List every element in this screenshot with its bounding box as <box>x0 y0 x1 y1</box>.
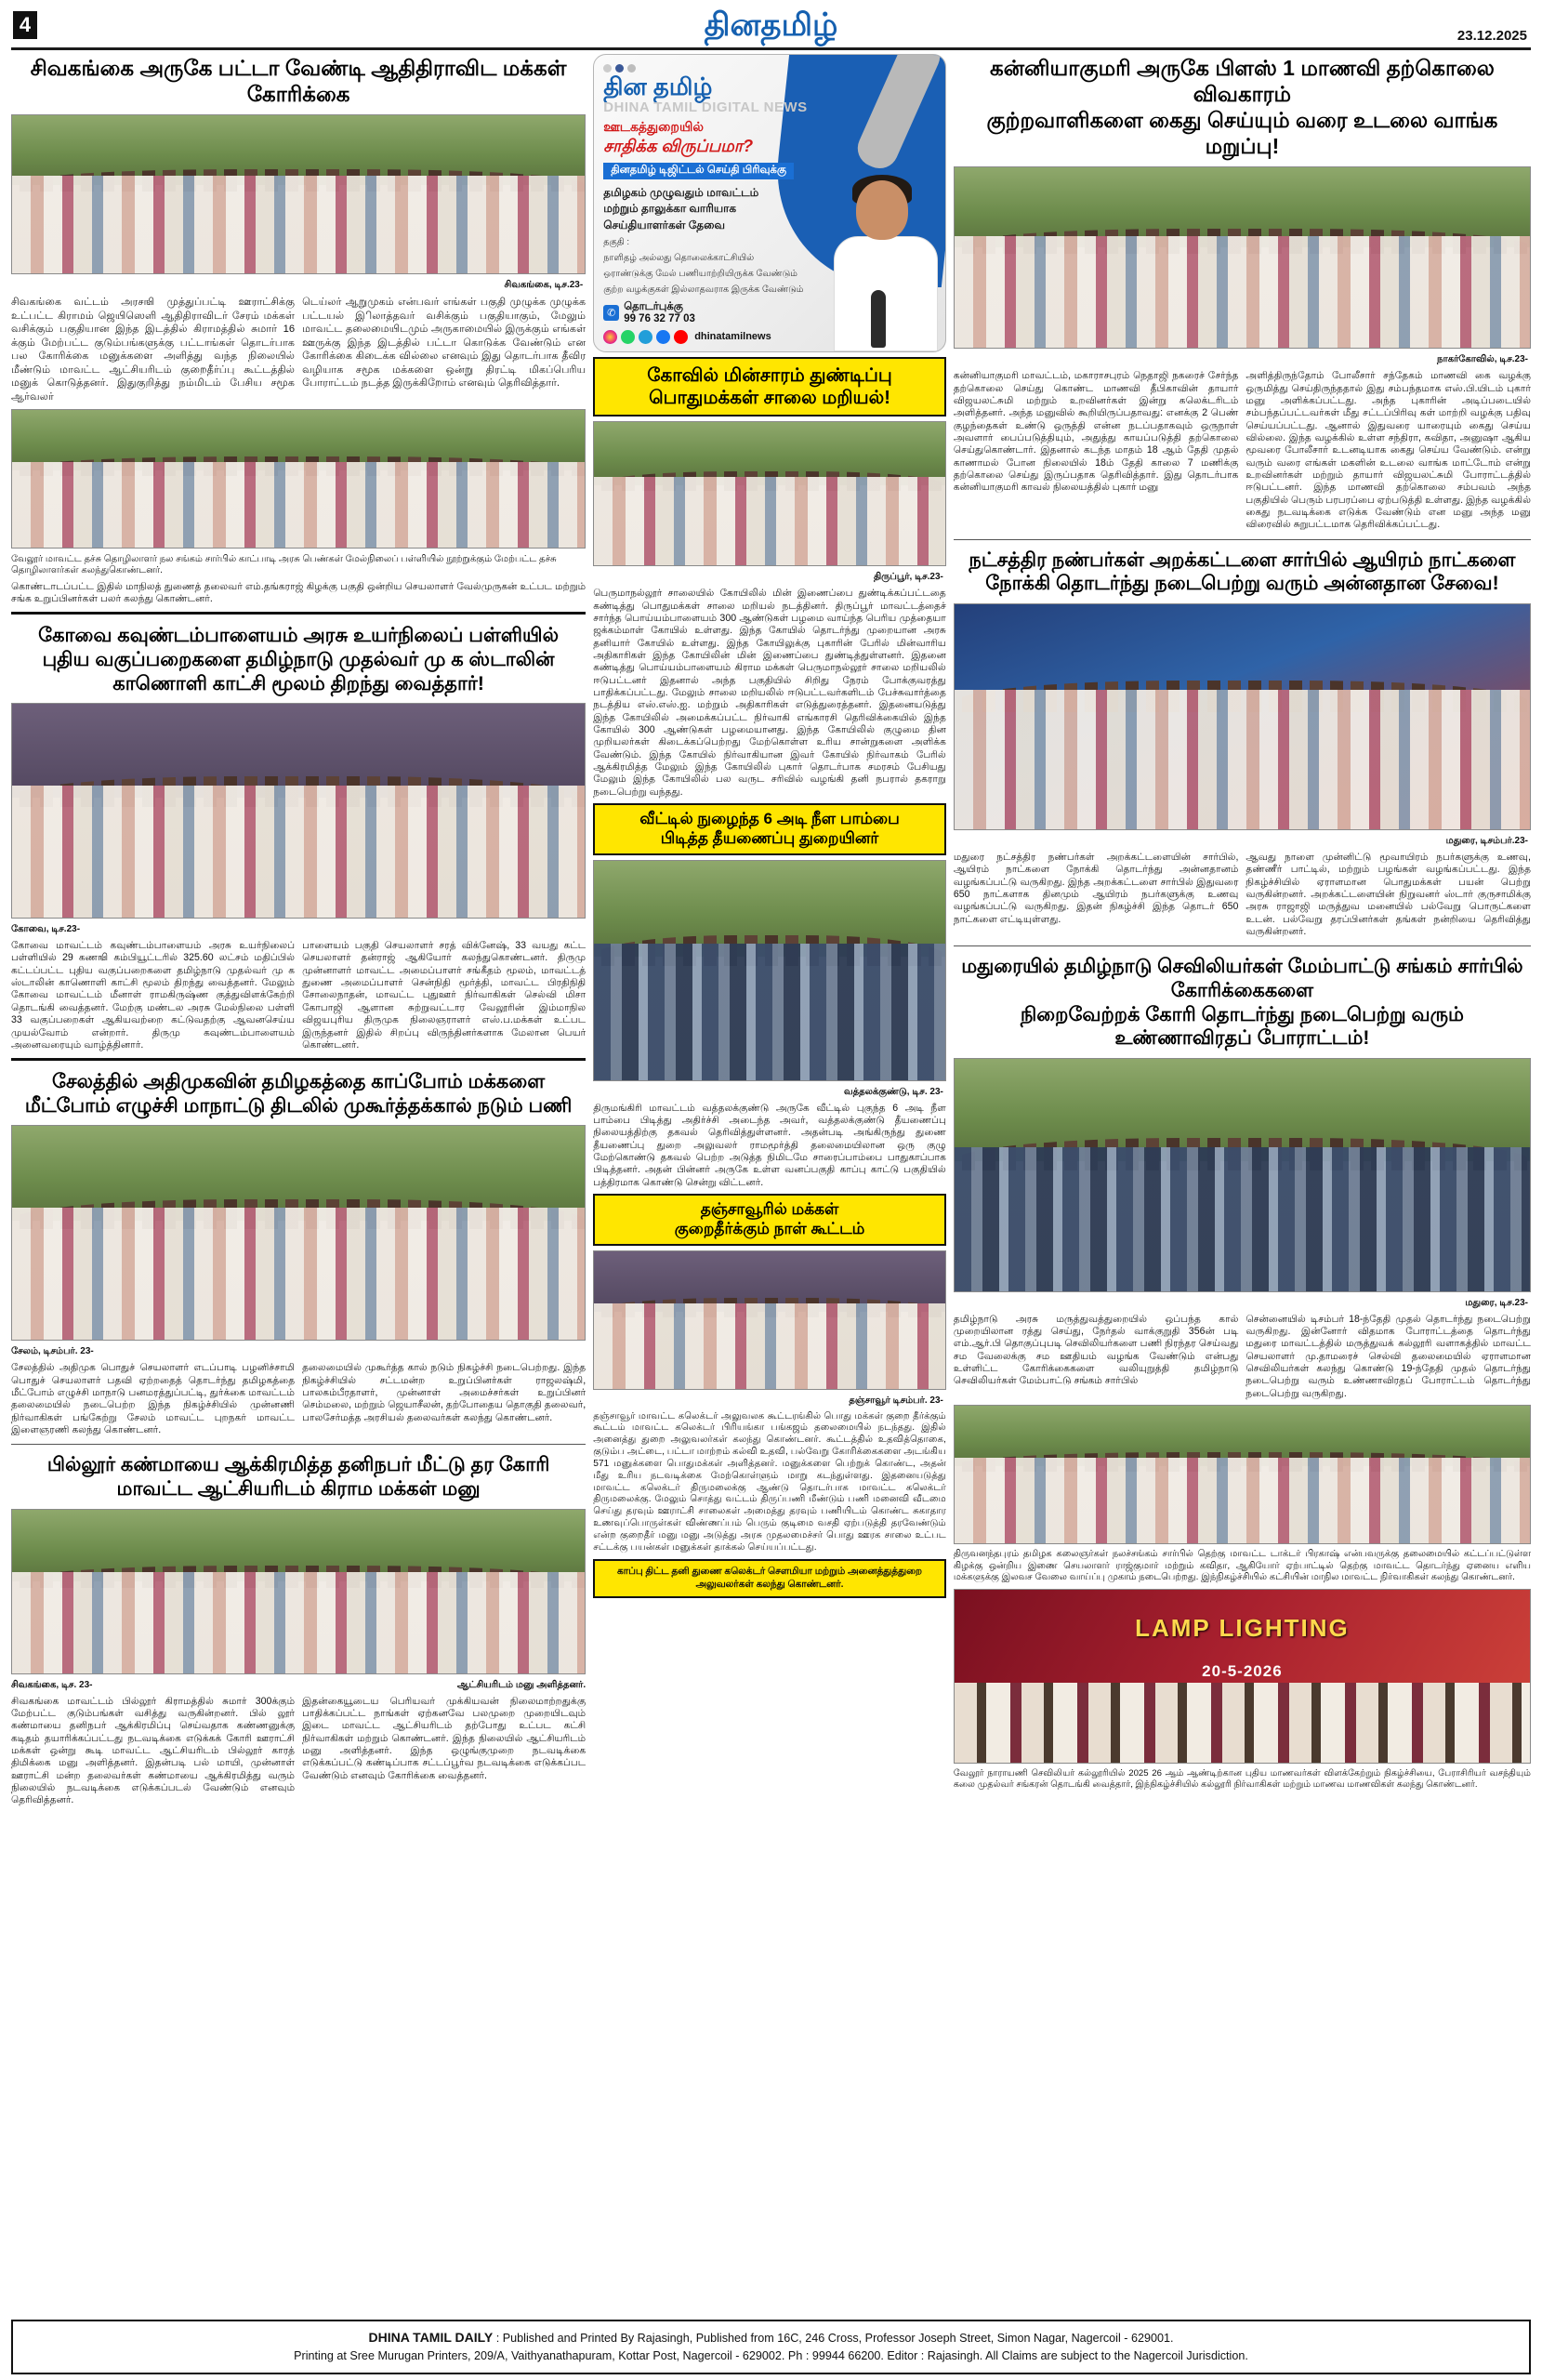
headline-right-story3-line1: மதுரையில் தமிழ்நாடு செவிலியர்கள் மேம்பாட்டு சங்கம் சார்பில் கோரிக்கைகளை <box>961 956 1523 1001</box>
photo-collectorate-protest <box>954 166 1531 349</box>
body-story3 <box>11 940 586 1051</box>
caption-row-story5 <box>11 1679 586 1691</box>
photo-nurses-hunger-strike <box>954 1058 1531 1292</box>
headline-right-story1-line2: குற்றவாளிகளை கைது செய்யும் வரை உடலை வாங்க மறுப்பு! <box>986 108 1498 159</box>
headline-mid-story3-line2: குறைதீர்க்கும் நாள் கூட்டம் <box>674 1219 865 1237</box>
photo-relief-distribution <box>954 1405 1531 1544</box>
ad-logo <box>603 74 936 99</box>
photo-firefighters-snake <box>593 860 946 1081</box>
advertisement-recruitment[interactable] <box>593 54 946 352</box>
whatsapp-icon[interactable] <box>621 330 635 344</box>
telegram-icon[interactable] <box>639 330 652 344</box>
middle-column <box>593 54 946 2315</box>
caption-right: ஆட்சியரிடம் மனு அளித்தனர். <box>456 1679 586 1690</box>
caption-mid-story2: வத்தலக்குண்டு, டிச. 23- <box>844 1086 943 1097</box>
photo-lamp-lighting-banner <box>954 1589 1531 1764</box>
lamp-banner-date: 20-5-2026 <box>1202 1662 1283 1681</box>
body-story1 <box>11 296 586 404</box>
headline-mid-story3 <box>593 1194 946 1245</box>
headline-right-story1 <box>954 54 1531 162</box>
phone-icon: ✆ <box>603 305 619 321</box>
youtube-icon[interactable] <box>674 330 688 344</box>
photo-annadhanam-service <box>954 603 1531 830</box>
headline-story5: பில்லூர் கண்மாயை ஆக்கிரமித்த தனிநபர் மீட்டு தர கோரி மாவட்ட ஆட்சியரிடம் கிராம மக்கள் மனு <box>46 1454 550 1501</box>
headline-story3: கோவை கவுண்டம்பாளையம் அரசு உயர்நிலைப் பள்ளியில் புதிய வகுப்பறைகளை தமிழ்நாடு முதல்வர் மு க ஸ்டாலின் காணொளி காட்சி மூலம் திறந்து வைத்தார்! <box>38 625 559 694</box>
footer-publication-name: DHINA TAMIL DAILY <box>368 2329 494 2345</box>
footer-publication-details: : Published and Printed By Rajasingh, Published from 16C, 246 Cross, Professor Joseph Street, Simon Nagar, Nagercoil - 629001. <box>495 2331 1174 2345</box>
photo-road-blockade <box>593 421 946 566</box>
caption-mid-story3: தஞ்சாவூர் டிசம்பர். 23- <box>849 1395 943 1406</box>
body-col-1: தமிழ்நாடு அரசு மருத்துவத்துறையில் ஒப்பந்த கால் முறையிலான ரத்து செய்து, நேர்தல் வாக்குறுதி 356ன் படி எம்.ஆர்.பி தொகுப்புபடி செவிலியர்களை பணி நிரந்தர செய்வது சம வேலைக்கு சம ஊதியம் வழங்க வேண்டும் என்பது உள்ளிட்ட கோரிக்கைகளை வலியுறுத்தி தமிழ்நாடு செவிலியர்கள் மேம்பாட்டு சங்கம் சார்பில் <box>953 1313 1239 1387</box>
ad-contact-label: தொடர்புக்கு <box>624 300 683 312</box>
ad-strip-label: தினதமிழ் டிஜிட்டல் செய்தி பிரிவுக்கு <box>603 163 794 179</box>
note-mid-story3: காப்பு திட்ட தனி துணை கலெக்டர் சௌமியா மற்றும் அனைத்துத்துறை அலுவலர்கள் கலந்து கொண்டனர். <box>593 1559 946 1598</box>
caption-right-story1: நாகர்கோவில், டிச.23- <box>1437 354 1528 365</box>
footer-line-2: Printing at Sree Murugan Printers, 209/A, Vaithyanathapuram, Kottar Post, Nagercoil - 629002. Ph : 99944 66200. Editor : Rajasingh. All Claims are subject to the Nagercoil Jurisdiction. <box>294 2349 1248 2363</box>
body-col-1: சிவகங்கை வட்டம் அரசஙி முத்துப்பட்டி ஊராட்சிக்கு உட்பட்ட கிராமம் ஜெயிஸெளி ஆதிதிராவிடர் சேரம் மக்கள் வசிக்கும் பகுதியான இந்த இடத்தில் கிராமத்தில் சுமார் 16 க்கும் மேற்பட்ட குடும்பங்களுக்கு பட்டாங்கள் தொடர்பாக பல கோரிக்கை மனுக்களை அளித்து வந்த நிலையில் மீண்டும் மாவட்ட ஆட்சியரிடம் குறைதீர்ப்பு கூட்டத்தில் மனுக் கொடுத்தனர். இதுகுறித்து நம்மிடம் பேசிய சமூக ஆர்வலர் <box>11 297 296 403</box>
headline-story4: சேலத்தில் அதிமுகவின் தமிழகத்தை காப்போம் மக்களை மீட்போம் எழுச்சி மாநாட்டு திடலில் முகூர்த்தக்கால் நடும் பணி <box>24 1071 573 1117</box>
body-story2: கொண்டாடப்பட்ட இதில் மாநிலத் துணைத் தலைவர் எம்.தங்கராஜ் கிழக்கு பகுதி ஒன்றிய செயலாளர் வேல்முருகன் உட்பட மற்றும் சங்க உறுப்பினர்கள் பலர் கலந்து கொண்டனர். <box>11 580 586 604</box>
ad-body-line3: செய்தியாளர்கள் தேவை <box>603 218 725 231</box>
ad-logo-text: தின தமிழ் <box>603 73 713 100</box>
caption-right-story2: மதுரை, டிசம்பர்.23- <box>1445 835 1528 846</box>
body-col-1: மதுரை நட்சத்திர நண்பர்கள் அறக்கட்டளையின் சார்பில், ஆயிரம் நாட்களை நோக்கி தொடர்ந்து அன்னதானம் வழங்கப்பட்டு வருகிறது. இந்த அறக்கட்டளை சார்பில் இதுவரை 650 நாட்களாக தினமும் ஆயிரம் நபர்களுக்கு உணவு வழங்கப்பட்டு வருகிறது. இதன் நிகழ்ச்சி இந்த தொடர் 650 நாட்களை எட்டியுள்ளது. <box>953 851 1239 925</box>
ad-phone-number: 99 76 32 77 03 <box>624 312 695 324</box>
masthead-title: தினதமிழ் <box>704 7 838 43</box>
photo-protest-crowd <box>11 114 586 274</box>
ad-qualification-line2: ஒராண்டுக்கு மேல் பணியாற்றியிருக்க வேண்டும் <box>603 268 797 279</box>
ad-qualification-label: தகுதி : <box>603 237 630 248</box>
ad-body-line1: தமிழகம் முழுவதும் மாவட்டம் <box>603 186 759 199</box>
caption-story3: கோவை, டிச.23- <box>11 924 81 935</box>
masthead <box>11 7 1531 50</box>
columns-container <box>11 54 1531 2315</box>
footer-line-1 <box>20 2328 1522 2348</box>
caption-left: சிவகங்கை, டிச. 23- <box>11 1679 93 1690</box>
headline-mid-story1-line2: பொதுமக்கள் சாலை மறியல்! <box>649 387 890 408</box>
headline-mid-story2-line2: பிடித்த தீயணைப்பு துறையினர் <box>660 828 879 847</box>
caption-story1: சிவகங்கை, டிச.23- <box>504 280 584 291</box>
headline-mid-story1 <box>593 357 946 417</box>
body-col-2: இதன்கையூடைய பெரியவர் முக்கியவன் நிலைமாற்றதுக்கு பாதிக்கப்பட்ட நாங்கள் ஏற்கனவே பலமுறை முறையிடவும் இடை மாவட்ட ஆட்சியரிடம் தற்போது உட்பட கட்சி நிர்வாகிகள் மற்றும் கொண்டனர். இந்த நிலையில் ஆட்சியரிடம் மனு அளித்தனர். இந்த ஒழுங்குமுறை நடவடிக்கை எடுக்கப்பட்டு கண்டிப்பாக சட்டப்பூர்வ நடவடிக்கை எடுக்கப்பட வேண்டும் எனவும் கோரிக்கை வைத்தனர். <box>302 1695 586 1781</box>
caption-mid-story1: திருப்பூர், டிச.23- <box>873 572 943 583</box>
caption-story2: வேலூர் மாவட்ட தச்சு தொழிலாளர் நல சங்கம் சார்பில் காட்பாடி அரசு பெண்கள் மேல்நிலைப் பள்ளியில் நூற்றுக்கும் மேற்பட்ட தச்சு தொழிலாளர்கள் கலந்துகொண்டனர். <box>11 553 557 575</box>
ad-english-name: DHINA TAMIL DIGITAL NEWS <box>603 99 808 115</box>
headline-right-story2-line2: நோக்கி தொடர்ந்து நடைபெற்று வரும் அன்னதான சேவை! <box>985 573 1499 595</box>
ad-reporter-photo <box>830 175 942 351</box>
body-col-2: ஆவது நாளை முன்னிட்டு மூவாயிரம் நபர்களுக்கு உணவு, தண்ணீர் பாட்டில், மற்றும் பழங்கள் வழங்கப்பட்டது. இந்த நிகழ்ச்சியில் ஏராளமான பொதுமக்கள் பயன் பெற்று வருகின்றனர். அறக்கட்டளையின் நிறுவனர் ஸ்டார் குருசாமிக்கு அரசு ராஜாஜி மருத்துவ மனையில் பல்வேறு பொருட்களை உடன். பல்வேறு தரப்பினர்கள் தங்கள் நன்றியை தெரிவித்து வருகின்றனர். <box>1245 851 1531 937</box>
body-col-1: கோவை மாவட்டம் கவுண்டம்பாளையம் அரசு உயர்நிலைப் பள்ளியில் 29 கணஙி கம்பியூட்டரில் 325.60 லட்சம் மதிப்பில் கட்டப்பட்ட புதிய வகுப்பறைகளை தமிழ்நாடு முதல்வர் மு க ஸ்டாலின் காணொளி காட்சி மூலம் திறந்து வைத்தனர். மேலும் கோவை மாவட்டம் மீனாள் ராமகிருஷ்ண குத்துவிளக்கேற்றி தொடங்கி வைத்தனர். மேற்கு மண்டல அரசு மேல்நிலை பள்ளி 33 வகுப்பறைகள் ஆகியவற்றை கட்டுவதற்கு ஆவனசெய்ய முயல்வோம் என்றார். திருமு கவுண்டம்பாளையம் அனைவரையும் வாழ்த்தினார். <box>11 940 296 1051</box>
ad-contact-text <box>624 301 695 325</box>
body-col-2: சென்னையில் டிசம்பர் 18-ந்தேதி முதல் தொடர்ந்து நடைபெற்று வருகிறது. இன்னோர் விதமாக போராட்டத்தை தொடர்ந்து மதுரை மாவட்டத்தில் மருத்துவக் கல்லூரி வளாகத்தில் மாவட்ட செயலாளர் மு.தாமரைச் செல்வி தலைமையில் ஏராளமான செவிலியர்கள் கலந்து கொண்டு 19-ந்தேதி முதல் தொடர்ந்து நடைபெற்று வரும் உண்ணாவிரதப் போராட்டம் தொடர்ந்து நடைபெற்று வருகிறது. <box>1245 1313 1531 1399</box>
instagram-icon[interactable] <box>603 330 617 344</box>
body-story5 <box>11 1696 586 1807</box>
photo-villagers-petition <box>11 1509 586 1674</box>
ad-question-line2: சாதிக்க விருப்பமா? <box>603 137 754 155</box>
footer-imprint <box>11 2320 1531 2374</box>
masthead-date: 23.12.2025 <box>1456 28 1527 44</box>
caption-right-story3: மதுரை, டிச.23- <box>1465 1297 1528 1308</box>
ad-qualification-line3: குற்ற வழக்குகள் இல்லாதவராக இருக்க வேண்டும் <box>603 284 804 295</box>
photo-school-inauguration <box>11 703 586 919</box>
body-mid-story1: பெருமாநல்லூர் சாலையில் கோயிலில் மின் இணைப்பை துண்டிக்கப்பட்டதை கண்டித்து பொதுமக்கள் சாலை மறியல் நடத்தினர். திருப்பூர் மாவட்டத்தைச் சார்ந்த பொய்யம்பாளையம் 300 ஆண்டுகள் பழமை வாய்ந்த பெரிய முத்தையா ஜக்கம்மாள் கோயில் உள்ளது. இந்த கோயில் தொடர்ந்து முறையான அரசு தனியார் கோயில் உள்ளது. இந்த கோயிலுக்கு புகாரின் பேரில் மின்வாரிய அதிகாரிகள் இந்த கோயிலின் மின் இணைப்பை துண்டித்துள்ளனர். இதனை கண்டித்து பொய்யம்பாளையம் கிராம மக்கள் பெருமாநல்லூர் சாலை மறியலில் ஈடுபட்டனர் இதனால் அந்த பகுதியில் சிறிது நேரம் போக்குவரத்து பாதிக்கப்பட்டது. மேலும் சாலை மறியலில் ஈடுபட்டவர்களிடம் பேச்சுவார்த்தை நடத்திய எஸ்.எஸ்.ஐ. மற்றும் அதிகாரிகள் எடுத்துரைத்தனர். இதனையடுத்து இந்த கோயிலில் அமைக்கப்பட்ட நிர்வாகி எங்காரசி தெரிவிக்கையில் இந்த கோயில் 300 ஆண்டுகள் பழமையானது. இந்த கோயிலில் குழுமை தின முறியலர்கள் கிடைக்கப்பெற்றது மேற்கொள்ள உரிய சான்றுகளை அளிக்க வேண்டும். இந்த கோயில் நிர்வாகியான இவர் கோயில் நிர்வாகம் பேரில் ஆக்கிரமித்த மேலும் இந்த கோயிலில் புகார் தொடர்பாக சமரசம் பேசியது மேலும் இந்த கோயிலில் பல வருட சரிவில் வழங்கி தனி நபரால் தகராறு நடைபெற்று வந்தது. <box>593 588 946 798</box>
headline-mid-story2-line1: வீட்டில் நுழைந்த 6 அடி நீள பாம்பை <box>639 810 900 828</box>
body-col-1: சேலத்தில் அதிமுக பொதுச் செயலாளர் எடப்பாடி பழனிச்சாமி பொதுச் செயலாளர் பதவி ஏற்றதைத் தொடர்ந்து தமிழகத்தை மீட்போம் எழுச்சி மாநாடு பனமரத்துப்பட்டி, துர்க்கை மாவட்டம் தலைமையில் நடைபெற்ற இந்த நிகழ்ச்சியில் முன்னணி நிர்வாகிகள் பங்கேற்று சேலம் மாவட்ட புறநகர் மாவட்ட இளைஞரணி கலந்து கொண்டனர். <box>11 1362 296 1436</box>
headline-mid-story1-line1: கோவில் மின்சாரம் துண்டிப்பு <box>647 364 892 386</box>
body-story4 <box>11 1362 586 1436</box>
photo-grievance-meeting <box>593 1250 946 1390</box>
ad-social-handle: dhinatamilnews <box>694 331 771 343</box>
headline-mid-story3-line1: தஞ்சாவூரில் மக்கள் <box>700 1200 839 1219</box>
headline-story1: சிவகங்கை அருகே பட்டா வேண்டி ஆதிதிராவிட மக்கள் கோரிக்கை <box>30 56 567 107</box>
page-number: 4 <box>13 11 37 39</box>
body-mid-story2: திருமங்கிரி மாவட்டம் வத்தலக்குண்டு அருகே வீட்டில் புகுந்த 6 அடி நீள பாம்பை பிடித்து அதிர்ச்சி அடைந்த அவர், வத்தலக்குண்டு தீயணைப்பு நிலையத்திற்கு தகவல் தெரிவித்துள்ளனர். அதன்படி அங்கிருந்து துணை தீயணைப்பு துறை அலுவலர் ராமமூர்த்தி தலைமையிலான ஒரு குழு மேற்கொண்டு தகவல் பெற்ற அடுத்த நிமிடமே சாரைப்பாம்பை பாதுகாப்பாக பிடித்தனர். அதன் பின்னர் அருகே உள்ள வனப்பகுதி காப்பு காட்டு பகுதியில் பத்திரமாக கொண்டு சென்று விட்டனர். <box>593 1102 946 1188</box>
photo-group-line <box>11 409 586 549</box>
caption-story4: சேலம், டிசம்பர். 23- <box>11 1346 94 1357</box>
body-col-2: அளித்திருந்தோம் போலீசார் சந்தேகம் மாணவி கை வழக்கு ஒருமித்து செய்திருந்ததால் இது சம்பந்தமாக எஸ்.பி.யிடம் புகார் மனு அளிக்கப்பட்டது. அந்த புகாரின் அடிப்படையில் சம்பந்தப்பட்டவர்கள் மீது சட்டப்பிரிவு கள் மாற்றி வழக்கு பதிவு செய்யப்பட்டது. ஆனால் இதுவரை யாரையும் கைது செய்ய வில்லை. இந்த வழக்கில் உள்ள சந்திரா, கவிதா, அனுஷா ஆகிய மூவரை போலீசார் உடனடியாக கைது செய்ய வேண்டும். என்று வரும் வரை எங்கள் மகளின் உடலை வாங்க மாட்டோம் என்று உறவினர்கள் மற்றும் தாயார் விஜயலட்சுமி போராட்டத்தில் ஈடுபட்டனர். இந்த மாணவி தற்கொலை சம்பவம் அந்த பகுதியில் பெரும் பரபரப்பை ஏற்படுத்தி உள்ளது. இந்த வழக்கில் கைது நடவடிக்கை எடுக்க வேண்டும் என மனு அந்த மனு விரைவில் சுறுபட்டமாக தெரிவிக்கப்பட்டது. <box>1245 370 1531 531</box>
photo-foundation-ceremony <box>11 1125 586 1341</box>
body-right-story2 <box>954 852 1531 938</box>
body-col-2: டெய்லர் ஆறுமுகம் என்பவர் எங்கள் பகுதி முழுக்க முழுக்க பட்டயல் இிலாத்தவர் வசிக்கும் பகுதியாகும், மேலும் மாவட்ட தலைமையிடமும் அருகாமையில் இருக்கும் எங்கள் ஊருக்கு இந்த இடத்தில் பட்டா கொடுக்க வேண்டும் என கோரிக்கை கிடைக்க வில்லை எனவும் இது தொடர்பாக தீவிர வழியாக சமூக மக்களை ஒன்று திரட்டி மிகப்பெரிய போராட்டம் நடத்த இருக்கிறோம் எனவும் தெரிவித்தார். <box>302 297 586 390</box>
lamp-banner-title: LAMP LIGHTING <box>1135 1613 1350 1642</box>
body-right-story3 <box>954 1314 1531 1400</box>
headline-right-story1-line1: கன்னியாகுமரி அருகே பிளஸ் 1 மாணவி தற்கொலை விவகாரம் <box>990 56 1495 107</box>
ad-question-line1: ஊடகத்துறையில் <box>603 119 704 134</box>
body-col-2: பாளையம் பகுதி செயலாளர் சரத் விக்னேஷ், 33 வயது கட்ட செயலாளர் தன்ராஜ் ஆகியோர் கலந்துகொண்டனர். திருமு முன்னாளர் மாவட்ட அமைப்பாளர் சங்கீதம் மூலம், மாவட்டத் துணை அமைப்பாளர் சென்நிதி மூர்த்தி, மாவட்ட பிரதிநிதி சோலைநாதன், மாவட்ட புதுஊர் நிர்வாகிகள் செல்வி மிசா கோபாஜி ஆளான சுற்றுவட்டார வேலூரின் இம்மாநில விஜயபுரிய திருமுக நிலைஞராளர் எஸ்.ப.மக்கள் உட்பட இருந்தனர் இதில் சிறப்பு விருந்தினர்களாக மேலான பெயர் கொண்டனர். <box>302 940 586 1051</box>
body-col-2: தலைமையில் முகூர்த்த கால் நடும் நிகழ்ச்சி நடைபெற்றது. இந்த நிகழ்ச்சியில் சட்டமன்ற உறுப்பினர்கள் ராஜலஷ்மி, பாலகம்பீரதாளர், முன்னாள் அமைச்சர்கள் உறுப்பினர் செம்மலை, மற்றும் ஜெயாசீலன், தற்போதைய தொகுதி தலைவர், பாலசேர்மத்த அரசியல் தலைவர்கள் கலந்து கொண்டனர். <box>302 1362 586 1423</box>
headline-right-story3-line2: நிறைவேற்றக் கோரி தொடர்ந்து நடைபெற்று வரும் உண்ணாவிரதப் போராட்டம்! <box>1020 1003 1464 1050</box>
right-column <box>954 54 1531 2315</box>
body-col-1: சிவகங்கை மாவட்டம் பில்லூர் கிராமத்தில் சுமார் 300க்கும் மேற்பட்ட குடும்பங்கள் வசித்து வருகின்றனர். பில் லூர் கண்மாயை தனிநபர் ஆக்கிரமிப்பு செய்வதாக கண்ணனுக்கு கடிதம் தயாரிக்கப்பட்டது நடவடிக்கை எடுக்கக் கோரி ஊராட்சி மக்கள் ஒன்று கூடி மாவட்ட ஆட்சியரிடம் பில்லூர் காரத் திமிக்கை மனு அளித்தனர். இதன்படி பல் மாயி, முன்னாள் ஊராட்சி மன்ற தலைவர்கள் கண்மாயை ஆக்கிரமித்து வரும் நிலையில் நடவடிக்கை எடுக்கப்படல் வேண்டும் எனவும் தெரிவித்தனர். <box>11 1695 296 1806</box>
body-mid-story3: தஞ்சாவூர் மாவட்ட கலெக்டர் அலுவலக கூட்டரங்கில் பொது மக்கள் குறை தீர்க்கும் கூட்டம் மாவட்ட கலெக்டர் பிரியங்கா பங்கஜம் தலைமையில் நடந்தது. இதில் அனைத்து துறை அலுவலர்கள் கலந்து கொண்டனர். கூட்டத்தில் உதவித்தொகை, குடும்ப அட்டை, பட்டா மாற்றம் கல்வி உதவி, பல்வேறு கோரிக்கைகளை அடங்கிய 571 மனுக்களை பொதுமக்கள் அளித்தனர். மனுக்களை பெற்றுக் கொண்ட, அதன் மீது உரிய நடவடிக்கை மேற்கொள்ளும் மாறு கடந்துள்ளது. இதனையடுத்து மாவட்ட கலெக்டர் திருமலைக்கு ஆண்டு தொடர்பாக மாவட்ட கலெக்டர் திருமலைக்கு. மேலும் சொத்து வட்டம் திருப்பணி மீண்டும் பணி மனைவி வீடமை செய்து தரவும் ஊராட்சி சாலைகள் அமைத்து தரவும் பணியிடம் கொண்ட சுகாதார உணவுப்பொருள்கள் விண்ணப்பம் பெரும் குடிமை வசதி ஏற்படுத்தி தரவேண்டும் என்ற குறைதீர் மனு மனு அடுத்து அரசு முதலமைச்சர் பொது ஊரக சாலை உட்பட சட்டக்கு பயன்கள் மனுக்கள் தாக்கல் செய்யப்பட்டது. <box>593 1410 946 1553</box>
headline-mid-story2 <box>593 803 946 854</box>
headline-right-story2 <box>954 548 1531 599</box>
body-col-1: கன்னியாகுமரி மாவட்டம், மகாராசபுரம் நெதாஜி நகரைச் சேர்ந்த தற்கொலை செய்து கொண்ட மாணவி தீபிகாவின் தாயார் விஜயலட்சுமி மற்றும் உறவினர்கள் இன்று கலெக்டரிடம் அளித்தனர். அந்த மனுவில் கூறியிருப்பதாவது: எனக்கு 2 பெண் குழந்தைகள் உண்டு ஒருத்தி என்ன நடப்பதாகவும் ஒருநாள் அவளார் பைப்படுத்தியும், அதுத்து காயப்படுத்தி தற்கொலை செய்துகொண்டார். இதனால் கடந்த மாதம் 18 ஆம் தேதி முதல் காணாமல் போன நிலையில் 18ம் தேதி காலை 7 மணிக்கு தற்கொலை செய்து இருப்பதாக தெரிவித்தார். இது தொடர்பாக கன்னியாகுமரி காவல் நிலையத்தில் புகார் மனு <box>953 370 1239 494</box>
facebook-icon[interactable] <box>656 330 670 344</box>
headline-right-story3 <box>954 954 1531 1052</box>
caption-right-story4: வேலூர் நாராயணி செவிலியர் கல்லூரியில் 2025 26 ஆம் ஆண்டிற்கான புதிய மாணவர்கள் விளக்கேற்றும் நிகழ்ச்சியை, பேராசிரியர் வசந்தியும் கலை முதல்வர் சங்கரன் தொடங்கி வைத்தார், இந்நிகழ்ச்சியில் கல்லூரி நிர்வாகிகள் மற்றும் மாணவ மாணவிகள் கலந்து கொண்டனர். <box>953 1767 1531 1790</box>
body-right-story4: திருவனந்தபுரம் தமிழக கலைஞர்கள் நலச்சங்கம் சார்பில் தெற்கு மாவட்ட டாக்டர் பிரகாஷ் என்பவருக்கு தலைமையில் கட்டப்பட்டுள்ள கிழக்கு ஒன்றிய இணை செயலாளர் ராஜ்குமார் மற்றும் கவிதா, ஆகியோர் ஏற்பாட்டில் தெற்கு மாவட்ட தொடர்ந்து ஏனைய எளிய மக்களுக்கு இலவச வேலை வாய்ப்பு முகாம் நடைபெற்றது. இந்நிகழ்ச்சியில் கட்சியின் மாநில மாவட்ட நிர்வாகிகள் கலந்து கொண்டனர். <box>953 1549 1531 1583</box>
ad-qualification-line1: நாளிதழ் அல்லது தொலைக்காட்சியில் <box>603 253 755 264</box>
body-right-story1 <box>954 370 1531 531</box>
headline-right-story2-line1: நட்சத்திர நண்பர்கள் அறக்கட்டளை சார்பில் ஆயிரம் நாட்களை <box>969 549 1516 571</box>
ad-body-line2: மற்றும் தாலுக்கா வாரியாக <box>603 202 737 216</box>
left-column <box>11 54 586 2315</box>
